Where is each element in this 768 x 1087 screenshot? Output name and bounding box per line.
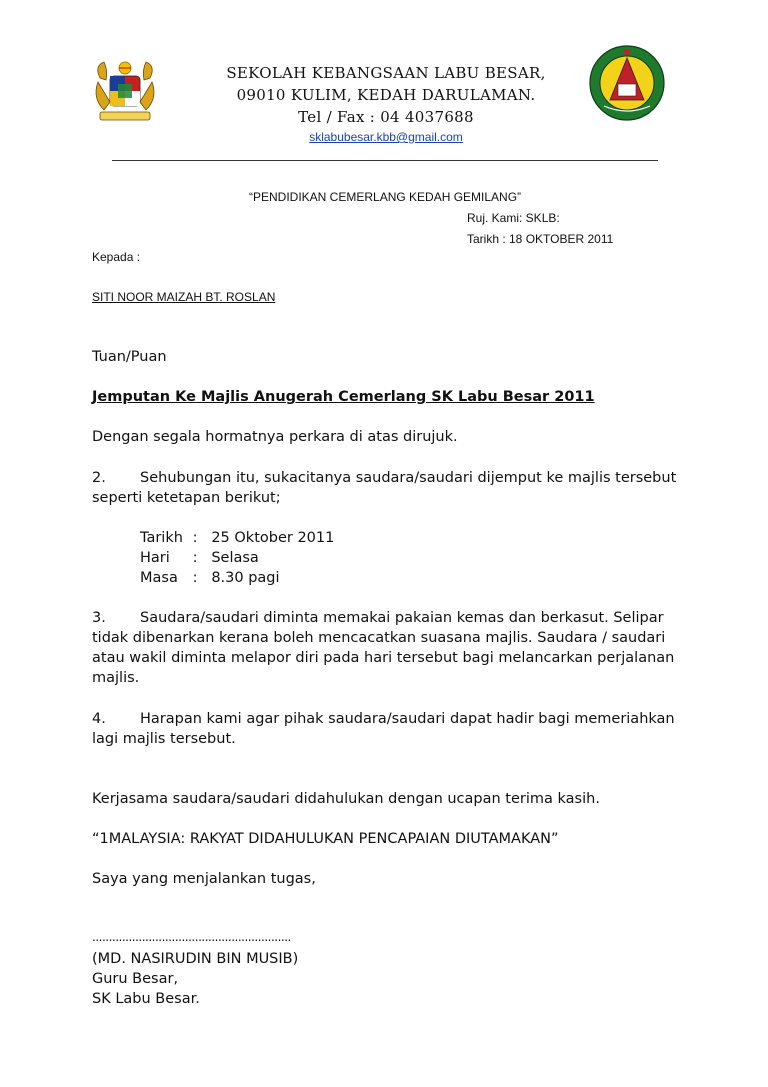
- closing-thanks: Kerjasama saudara/saudari didahulukan dengan ucapan terima kasih.: [92, 791, 600, 807]
- paragraph-2-line-2: seperti ketetapan berikut;: [92, 490, 281, 506]
- signature-dots: ............................................................: [92, 930, 291, 944]
- reference-number: Ruj. Kami: SKLB:: [467, 211, 560, 225]
- paragraph-4-number: 4.: [92, 711, 106, 727]
- salutation: Tuan/Puan: [92, 349, 167, 365]
- detail-row-day: [140, 550, 259, 566]
- school-name: SEKOLAH KEBANGSAAN LABU BESAR,: [226, 64, 546, 82]
- school-email-link[interactable]: sklabubesar.kbb@gmail.com: [309, 130, 463, 144]
- detail-separator: :: [192, 550, 198, 566]
- signatory-title: Guru Besar,: [92, 971, 179, 987]
- letter-date: Tarikh : 18 OKTOBER 2011: [467, 232, 614, 246]
- school-phone: Tel / Fax : 04 4037688: [298, 108, 474, 126]
- school-address: 09010 KULIM, KEDAH DARULAMAN.: [236, 86, 536, 104]
- paragraph-3-line-4: majlis.: [92, 670, 140, 686]
- paragraph-1: Dengan segala hormatnya perkara di atas dirujuk.: [92, 429, 458, 445]
- recipient-name: SITI NOOR MAIZAH BT. ROSLAN: [92, 290, 276, 304]
- paragraph-3-number: 3.: [92, 610, 106, 626]
- school-crest-icon: [588, 44, 666, 122]
- recipient-label: Kepada :: [92, 250, 141, 264]
- paragraph-3-line-3: atau wakil diminta melapor diri pada hari tersebut bagi melancarkan perjalanan: [92, 650, 675, 666]
- paragraph-2-line-1: Sehubungan itu, sukacitanya saudara/saudari dijemput ke majlis tersebut: [140, 470, 677, 486]
- detail-value: 8.30 pagi: [211, 570, 280, 586]
- malaysia-coat-of-arms-icon: [90, 58, 160, 126]
- detail-separator: :: [192, 530, 198, 546]
- detail-label: Hari: [140, 550, 170, 566]
- motto: “PENDIDIKAN CEMERLANG KEDAH GEMILANG”: [249, 190, 522, 204]
- header-divider: [112, 160, 658, 161]
- detail-label: Tarikh: [140, 530, 183, 546]
- paragraph-4-line-1: Harapan kami agar pihak saudara/saudari dapat hadir bagi memeriahkan: [140, 711, 675, 727]
- paragraph-2-number: 2.: [92, 470, 106, 486]
- subject-line: Jemputan Ke Majlis Anugerah Cemerlang SK Labu Besar 2011: [92, 389, 595, 405]
- signatory-name: (MD. NASIRUDIN BIN MUSIB): [92, 951, 299, 967]
- detail-row-date: [140, 530, 334, 546]
- detail-label: Masa: [140, 570, 178, 586]
- slogan: “1MALAYSIA: RAKYAT DIDAHULUKAN PENCAPAIAN DIUTAMAKAN”: [92, 831, 559, 847]
- detail-value: Selasa: [211, 550, 259, 566]
- detail-value: 25 Oktober 2011: [211, 530, 335, 546]
- paragraph-3-line-2: tidak dibenarkan kerana boleh mencacatkan suasana majlis. Saudara / saudari: [92, 630, 666, 646]
- detail-row-time: [140, 570, 280, 586]
- paragraph-4-line-2: lagi majlis tersebut.: [92, 731, 236, 747]
- signatory-school: SK Labu Besar.: [92, 991, 200, 1007]
- detail-separator: :: [192, 570, 198, 586]
- signoff: Saya yang menjalankan tugas,: [92, 871, 316, 887]
- paragraph-3-line-1: Saudara/saudari diminta memakai pakaian kemas dan berkasut. Selipar: [140, 610, 664, 626]
